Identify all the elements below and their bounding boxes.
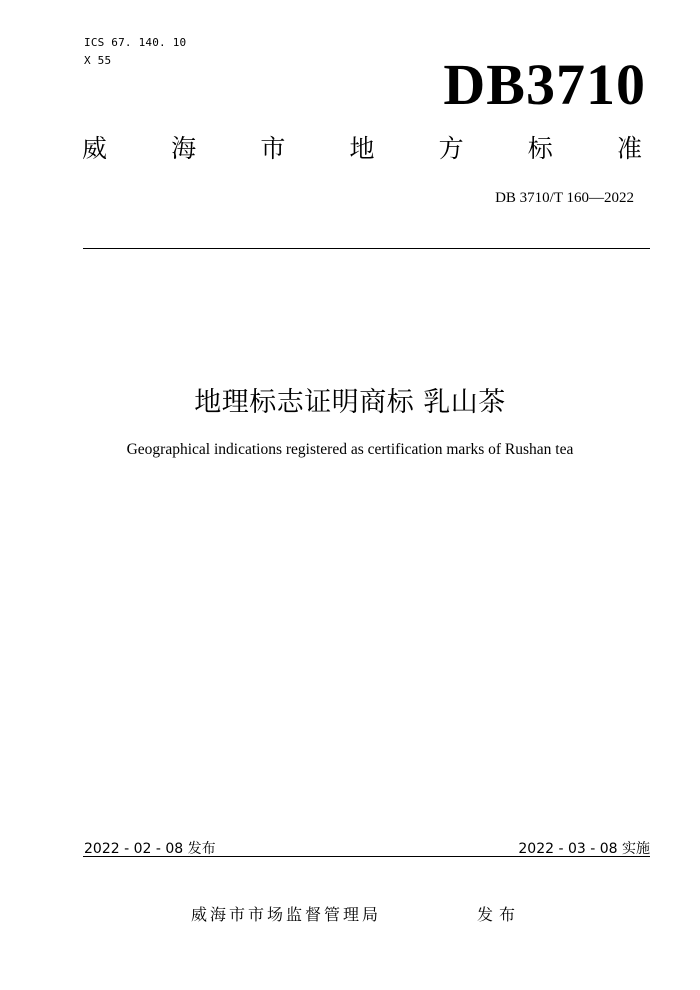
standard-number: DB 3710/T 160—2022 xyxy=(495,190,634,206)
db-logo: DB3710 xyxy=(443,52,646,117)
ics-code: ICS 67. 140. 10 xyxy=(84,36,187,49)
standard-type-char: 市 xyxy=(260,134,286,163)
title-chinese: 地理标志证明商标 乳山茶 xyxy=(194,387,506,418)
top-divider xyxy=(83,248,650,249)
standard-type-char: 海 xyxy=(171,134,197,163)
title-english: Geographical indications registered as certification marks of Rushan tea xyxy=(126,441,574,458)
bottom-divider xyxy=(83,856,650,857)
issue-date: 2022 - 02 - 08 发布 xyxy=(84,841,216,857)
standard-type-char: 方 xyxy=(438,134,464,163)
implementation-date: 2022 - 03 - 08 实施 xyxy=(518,841,650,857)
issuer-name: 威海市市场监督管理局 xyxy=(191,905,382,924)
standard-type-char: 准 xyxy=(616,134,642,163)
standard-type-char: 威 xyxy=(82,134,108,163)
standard-type-char: 地 xyxy=(349,134,375,163)
issuer-action: 发布 xyxy=(477,905,522,924)
standard-type-char: 标 xyxy=(527,134,553,163)
standard-type xyxy=(82,136,642,161)
classification-code: X 55 xyxy=(84,54,112,67)
date-row xyxy=(84,838,650,858)
